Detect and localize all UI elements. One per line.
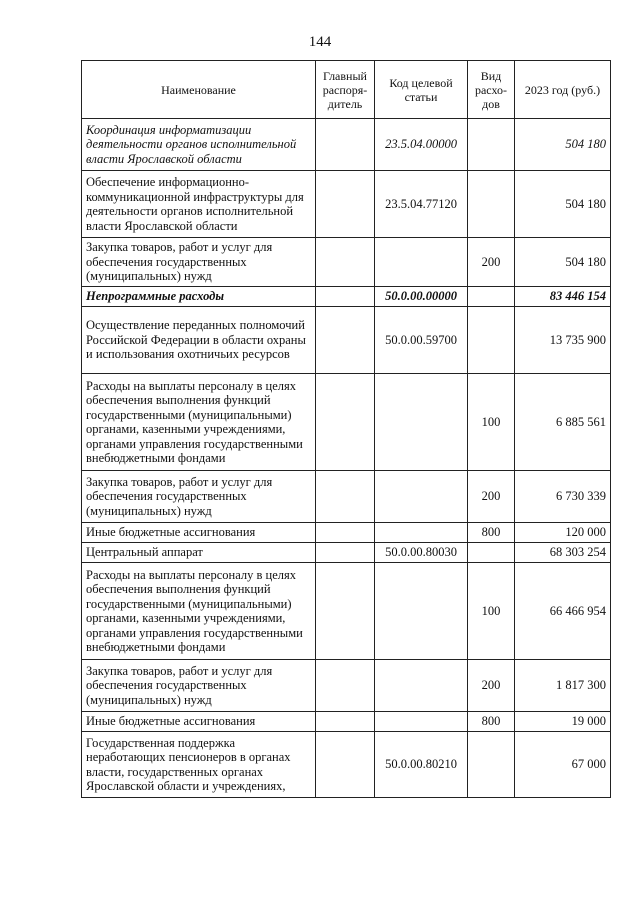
row-amount-cell: 83 446 154 — [515, 287, 611, 307]
row-code-cell — [375, 660, 468, 712]
row-name-cell: Осуществление переданных полномочий Российской Федерации в области охраны и использования охотничьих ресурсов — [82, 307, 316, 374]
row-amount-cell: 68 303 254 — [515, 543, 611, 563]
table-row — [82, 171, 611, 238]
row-name-cell: Государственная поддержка неработающих пенсионеров в органах власти, государственных органах Ярославской области и учреждениях, — [82, 732, 316, 798]
table-row — [82, 287, 611, 307]
row-type-cell — [468, 171, 515, 238]
row-type-cell: 100 — [468, 374, 515, 471]
row-code-cell — [375, 523, 468, 543]
row-grbs-cell — [316, 307, 375, 374]
header-name: Наименование — [82, 61, 316, 119]
row-amount-cell: 1 817 300 — [515, 660, 611, 712]
table-row — [82, 523, 611, 543]
page-number: 144 — [308, 34, 332, 50]
row-grbs-cell — [316, 238, 375, 287]
header-amount: 2023 год (руб.) — [515, 61, 611, 119]
row-code-cell: 50.0.00.59700 — [375, 307, 468, 374]
table-row — [82, 563, 611, 660]
row-amount-cell: 66 466 954 — [515, 563, 611, 660]
row-code-cell: 50.0.00.00000 — [375, 287, 468, 307]
row-code-cell — [375, 563, 468, 660]
header-grbs: Главный распоря-дитель — [316, 61, 375, 119]
row-type-cell — [468, 119, 515, 171]
row-grbs-cell — [316, 543, 375, 563]
table-header-row — [82, 61, 611, 119]
row-amount-cell: 504 180 — [515, 171, 611, 238]
row-amount-cell: 120 000 — [515, 523, 611, 543]
table-row — [82, 732, 611, 798]
row-amount-cell: 504 180 — [515, 238, 611, 287]
table-row — [82, 660, 611, 712]
row-name-cell: Центральный аппарат — [82, 543, 316, 563]
row-name-cell: Иные бюджетные ассигнования — [82, 523, 316, 543]
row-grbs-cell — [316, 119, 375, 171]
table-row — [82, 543, 611, 563]
row-type-cell — [468, 307, 515, 374]
row-grbs-cell — [316, 563, 375, 660]
row-type-cell — [468, 543, 515, 563]
row-code-cell: 50.0.00.80030 — [375, 543, 468, 563]
row-amount-cell: 504 180 — [515, 119, 611, 171]
row-code-cell — [375, 374, 468, 471]
row-type-cell — [468, 732, 515, 798]
row-amount-cell: 6 730 339 — [515, 471, 611, 523]
row-grbs-cell — [316, 712, 375, 732]
row-grbs-cell — [316, 660, 375, 712]
row-code-cell — [375, 238, 468, 287]
header-type: Вид расхо-дов — [468, 61, 515, 119]
row-type-cell: 200 — [468, 660, 515, 712]
row-type-cell: 800 — [468, 523, 515, 543]
row-name-cell: Непрограммные расходы — [82, 287, 316, 307]
row-name-cell: Координация информатизации деятельности органов исполнительной власти Ярославской области — [82, 119, 316, 171]
row-name-cell: Закупка товаров, работ и услуг для обеспечения государственных (муниципальных) нужд — [82, 471, 316, 523]
row-amount-cell: 67 000 — [515, 732, 611, 798]
table-row — [82, 374, 611, 471]
row-code-cell: 50.0.00.80210 — [375, 732, 468, 798]
row-grbs-cell — [316, 523, 375, 543]
row-name-cell: Обеспечение информационно-коммуникационной инфраструктуры для деятельности органов исполнительной власти Ярославской области — [82, 171, 316, 238]
row-name-cell: Расходы на выплаты персоналу в целях обеспечения выполнения функций государственными (муниципальными) органами, казенными учреждениями, органами управления государственными внебюджетными фондами — [82, 563, 316, 660]
row-amount-cell: 19 000 — [515, 712, 611, 732]
budget-table — [81, 60, 611, 798]
row-grbs-cell — [316, 732, 375, 798]
header-code: Код целевой статьи — [375, 61, 468, 119]
row-amount-cell: 6 885 561 — [515, 374, 611, 471]
row-grbs-cell — [316, 287, 375, 307]
table-row — [82, 119, 611, 171]
row-grbs-cell — [316, 374, 375, 471]
table-body — [82, 119, 611, 798]
row-type-cell — [468, 287, 515, 307]
row-code-cell: 23.5.04.00000 — [375, 119, 468, 171]
row-type-cell: 800 — [468, 712, 515, 732]
row-name-cell: Иные бюджетные ассигнования — [82, 712, 316, 732]
table-row — [82, 238, 611, 287]
row-code-cell: 23.5.04.77120 — [375, 171, 468, 238]
row-grbs-cell — [316, 471, 375, 523]
row-grbs-cell — [316, 171, 375, 238]
row-type-cell: 100 — [468, 563, 515, 660]
row-name-cell: Расходы на выплаты персоналу в целях обеспечения выполнения функций государственными (муниципальными) органами, казенными учреждениями, органами управления государственными внебюджетными фондами — [82, 374, 316, 471]
table-row — [82, 471, 611, 523]
row-code-cell — [375, 471, 468, 523]
table-row — [82, 712, 611, 732]
row-name-cell: Закупка товаров, работ и услуг для обеспечения государственных (муниципальных) нужд — [82, 660, 316, 712]
row-name-cell: Закупка товаров, работ и услуг для обеспечения государственных (муниципальных) нужд — [82, 238, 316, 287]
table-row — [82, 307, 611, 374]
row-code-cell — [375, 712, 468, 732]
row-type-cell: 200 — [468, 238, 515, 287]
row-amount-cell: 13 735 900 — [515, 307, 611, 374]
row-type-cell: 200 — [468, 471, 515, 523]
